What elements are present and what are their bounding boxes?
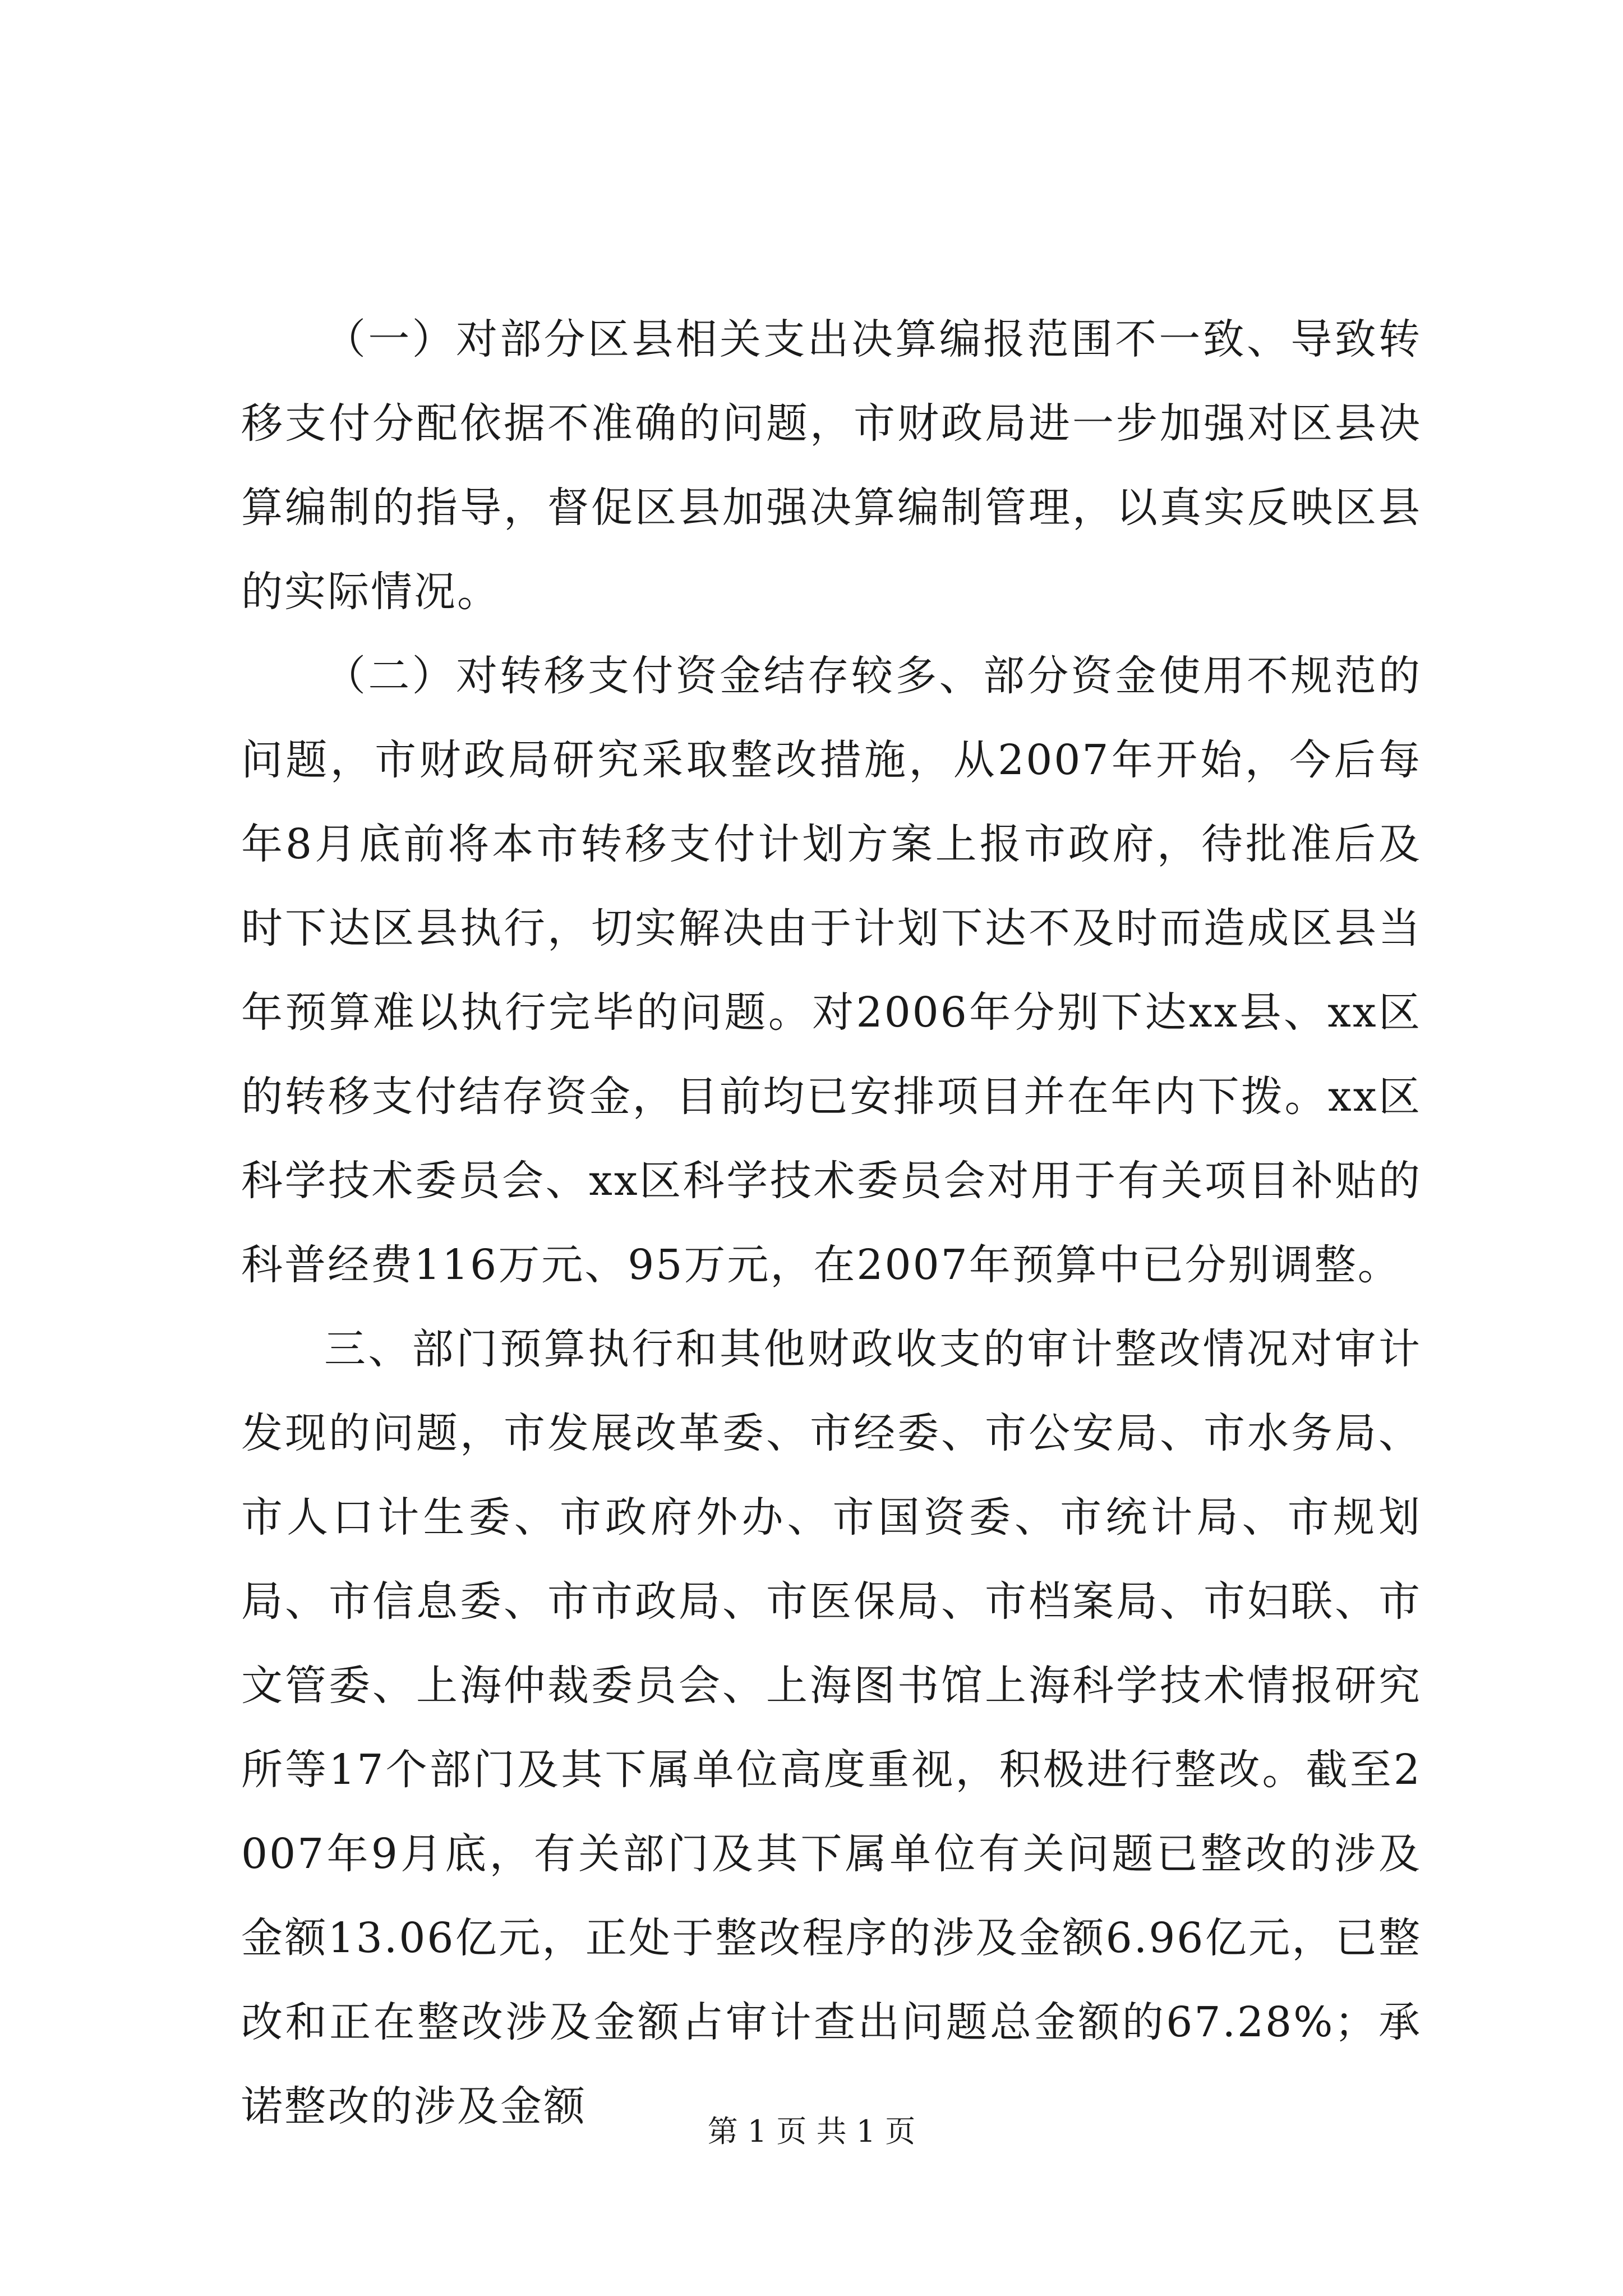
- paragraph-section-2: （二）对转移支付资金结存较多、部分资金使用不规范的问题，市财政局研究采取整改措施，从2007年开始，今后每年8月底前将本市转移支付计划方案上报市政府，待批准后及时下达区县执行，切实解决由于计划下达不及时而造成区县当年预算难以执行完毕的问题。对2006年分别下达xx县、xx区的转移支付结存资金，目前均已安排项目并在年内下拨。xx区科学技术委员会、xx区科学技术委员会对用于有关项目补贴的科普经费116万元、95万元，在2007年预算中已分别调整。: [241, 652, 1422, 1289]
- paragraph-section-3: 三、部门预算执行和其他财政收支的审计整改情况对审计发现的问题，市发展改革委、市经委、市公安局、市水务局、市人口计生委、市政府外办、市国资委、市统计局、市规划局、市信息委、市市政局、市医保局、市档案局、市妇联、市文管委、上海仲裁委员会、上海图书馆上海科学技术情报研究所等17个部门及其下属单位高度重视，积极进行整改。截至2007年9月底，有关部门及其下属单位有关问题已整改的涉及金额13.06亿元，正处于整改程序的涉及金额6.96亿元，已整改和正在整改涉及金额占审计查出问题总金额的67.28%；承诺整改的涉及金额: [241, 1325, 1422, 2131]
- page-footer: 第 1 页 共 1 页: [707, 2114, 916, 2149]
- paragraph-section-1: （一）对部分区县相关支出决算编报范围不一致、导致转移支付分配依据不准确的问题，市财政局进一步加强对区县决算编制的指导，督促区县加强决算编制管理，以真实反映区县的实际情况。: [241, 315, 1422, 616]
- document-body: [241, 297, 1422, 2148]
